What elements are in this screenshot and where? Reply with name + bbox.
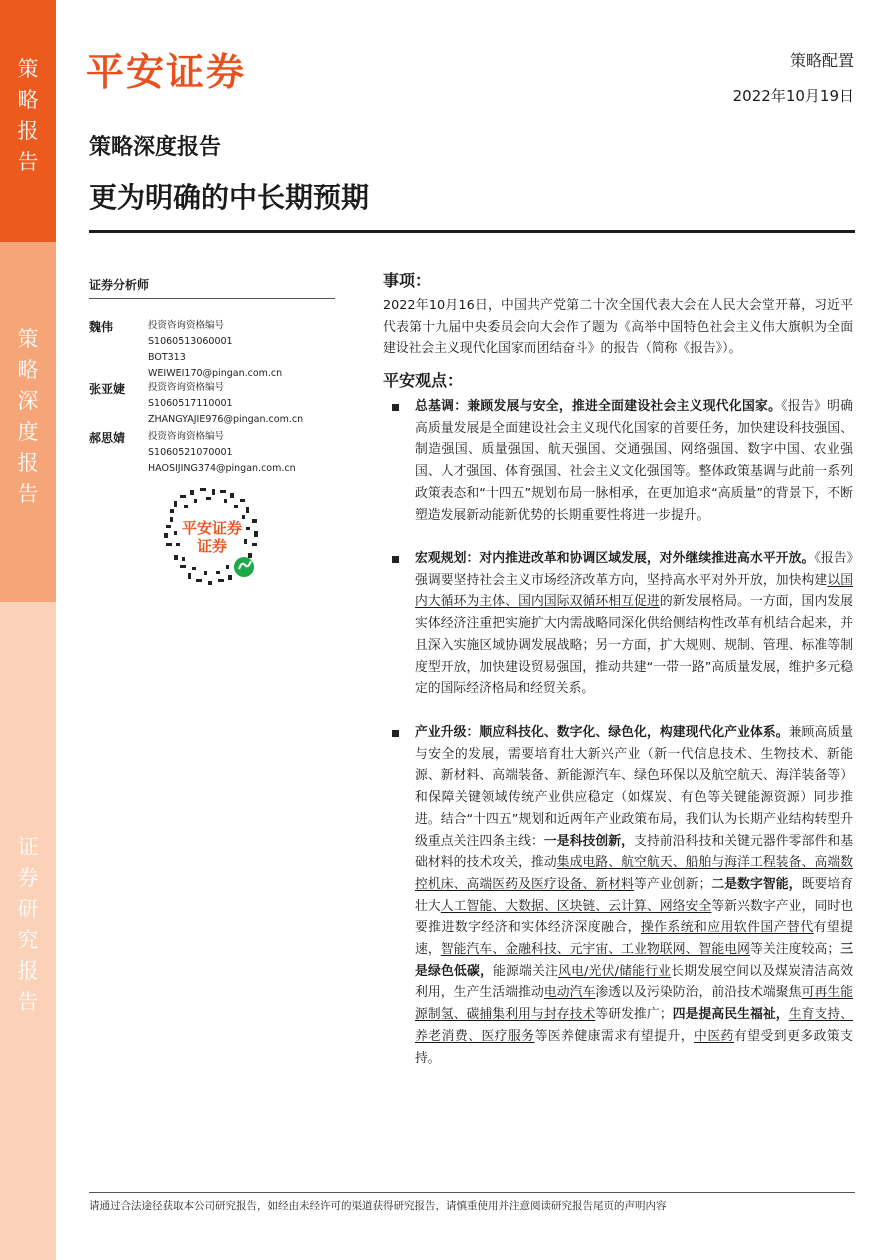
highlight-text: 可再生能源制氢、碳捕集利用与封存技术	[415, 985, 854, 1023]
highlight-text: 生育支持、养老消费、医疗服务	[415, 1007, 854, 1044]
bullet-icon	[392, 556, 399, 563]
viewpoint-body: 长期发展空间以及煤炭清洁高效利用，生产生活端推动	[415, 963, 854, 1001]
page-title: 更为明确的中长期预期	[89, 181, 370, 214]
analyst-info-line: 投资咨询资格编号	[148, 431, 225, 442]
sidebar-char: 究	[17, 928, 39, 952]
sidebar-segment-report	[0, 0, 56, 242]
sidebar-char: 报	[17, 451, 39, 475]
analyst-name: 张亚婕	[89, 382, 126, 396]
report-category: 策略配置	[789, 51, 854, 70]
sidebar-char: 度	[17, 420, 39, 444]
event-heading: 事项：	[383, 271, 432, 290]
viewpoint-body: 等产业创新；	[634, 876, 712, 892]
report-type: 策略深度报告	[89, 135, 222, 160]
analyst-name: 郝思婧	[89, 431, 126, 445]
sidebar-char: 告	[17, 150, 39, 174]
analysts-divider	[89, 298, 335, 299]
analyst-info	[148, 429, 296, 477]
viewpoint-lead: 宏观规划：对内推进改革和协调区域发展，对外继续推进高水平开放。	[415, 551, 815, 566]
analyst-info-line: 投资咨询资格编号	[148, 320, 225, 331]
analyst-info-line: S1060517110001	[148, 398, 233, 409]
viewpoint-body: 既要培育壮大	[415, 876, 854, 914]
sidebar-char: 告	[17, 990, 39, 1014]
viewpoint-item	[415, 722, 853, 1069]
highlight-text: 电动汽车	[543, 985, 596, 1001]
analyst-info	[148, 318, 282, 382]
viewpoint-lead: 总基调：兼顾发展与安全，推进全面建设社会主义现代化国家。	[415, 399, 782, 414]
report-date: 2022年10月19日	[732, 87, 854, 105]
sidebar-char: 策	[17, 327, 39, 351]
qr-logo-text: 平安证券	[181, 519, 243, 537]
highlight-text: 以国内大循环为主体、国内国际双循环相互促进	[415, 572, 854, 610]
company-logo: 平安证券	[86, 50, 247, 94]
viewpoint-body: 《报告》强调要坚持社会主义市场经济改革方向，坚持高水平对外开放，加快构建	[415, 551, 854, 588]
highlight-text: 集成电路、航空航天、船舶与海洋工程装备、高端数控机床、高端医药及医疗设备、新材料	[415, 855, 854, 892]
sidebar-char: 券	[17, 866, 39, 890]
sidebar-char: 略	[17, 88, 39, 112]
viewpoint-item	[415, 396, 853, 526]
viewpoint-body: 等研发推广；	[595, 1007, 673, 1023]
analyst-email[interactable]: ZHANGYAJIE976@pingan.com.cn	[148, 414, 304, 425]
sidebar-char: 研	[17, 897, 39, 921]
sidebar-segment-deep	[0, 242, 56, 602]
viewpoint-item	[415, 548, 853, 700]
sidebar-char: 报	[17, 959, 39, 983]
bullet-icon	[392, 404, 399, 411]
viewpoint-body: 渗透以及污染防治，前沿技术端聚焦	[595, 985, 802, 1001]
sidebar-char: 报	[17, 119, 39, 143]
viewpoint-body: 等新兴数字产业，同时也要推进数字经济和实体经济深度融合，	[415, 898, 854, 936]
highlight-text: 风电/光伏/储能行业	[558, 963, 672, 979]
viewpoint-body: 能源端关注	[493, 963, 559, 979]
footer-disclaimer: 请通过合法途径获取本公司研究报告，如经由未经许可的渠道获得研究报告，请慎重使用并注意阅读研究报告尾页的声明内容	[89, 1200, 667, 1212]
analyst-email[interactable]: HAOSIJING374@pingan.com.cn	[148, 463, 296, 474]
analyst-info-line: 投资咨询资格编号	[148, 382, 225, 393]
key-point: 一是科技创新，	[543, 833, 635, 849]
viewpoint-body: 支持前沿科技和关键元器件零部件和基础材料的技术攻关，推动	[415, 833, 854, 871]
analysts-heading: 证券分析师	[89, 278, 150, 292]
viewpoint-body: 《报告》明确高质量发展是全面建设社会主义现代化国家的首要任务，加快建设科技强国、制造强国、质量强国、航天强国、交通强国、网络强国、数字中国、农业强国、人才强国、体育强国、社会主义文化强国等。整体政策基调与此前一系列政策表态和“十四五”规划布局一脉相承，在更加追求“高质量”的背景下，不断塑造发展新动能新优势的长期重要性将进一步提升。	[415, 399, 853, 523]
highlight-text: 操作系统和应用软件国产替代	[640, 920, 814, 936]
key-point: 二是数字智能，	[711, 876, 802, 892]
key-point: 四是提高民生福祉，	[672, 1007, 789, 1023]
analyst-info-line: S1060521070001	[148, 447, 233, 458]
sidebar-char: 告	[17, 482, 39, 506]
highlight-text: 智能汽车、金融科技、元宇宙、工业物联网、智能电网	[440, 942, 751, 958]
analyst-info-line: BOT313	[148, 352, 186, 363]
analyst-name: 魏伟	[89, 320, 114, 334]
sidebar-char: 策	[17, 57, 39, 81]
key-point: 三是绿色低碳，	[415, 942, 854, 979]
sidebar	[0, 0, 56, 1260]
viewpoint-lead: 产业升级：顺应科技化、数字化、绿色化，构建现代化产业体系。	[415, 725, 789, 740]
footer-divider	[89, 1192, 855, 1193]
bullet-icon	[392, 730, 399, 737]
viewpoint-body: 等关注度较高；	[750, 942, 841, 958]
title-divider	[89, 230, 855, 233]
qr-code[interactable]	[160, 485, 264, 589]
sidebar-char: 证	[17, 835, 39, 859]
highlight-text: 中医药	[694, 1028, 734, 1044]
viewpoint-body: 有望提速，	[415, 920, 854, 958]
viewpoint-heading: 平安观点：	[383, 371, 464, 390]
analyst-info-line: S1060513060001	[148, 336, 233, 347]
sidebar-segment-research	[0, 602, 56, 1260]
qr-logo-text-2: 证券	[196, 537, 228, 555]
viewpoint-body: 等医养健康需求有望提升，	[534, 1028, 695, 1044]
sidebar-char: 略	[17, 358, 39, 382]
event-text: 2022年10月16日，中国共产党第二十次全国代表大会在人民大会堂开幕，习近平代表第十九届中央委员会向大会作了题为《高举中国特色社会主义伟大旗帜为全面建设社会主义现代化国家而团结奋斗》的报告（简称《报告》）。	[383, 298, 853, 357]
viewpoint-body: 有望受到更多政策支持。	[415, 1028, 854, 1066]
mini-program-icon	[234, 557, 254, 577]
sidebar-char: 深	[17, 389, 39, 413]
analyst-email[interactable]: WEIWEI170@pingan.com.cn	[148, 368, 283, 379]
analyst-info	[148, 380, 303, 428]
highlight-text: 人工智能、大数据、区块链、云计算、网络安全	[440, 898, 712, 914]
viewpoint-body: 的新发展格局。一方面，国内发展实体经济注重把实施扩大内需战略同深化供给侧结构性改革有机结合起来，并且深入实施区域协调发展战略；另一方面，扩大规则、规制、管理、标准等制度型开放，加快建设贸易强国，推动共建“一带一路”高质量发展，维护多元稳定的国际经济格局和经贸关系。	[415, 594, 854, 697]
viewpoint-body: 兼顾高质量与安全的发展，需要培育壮大新兴产业（新一代信息技术、生物技术、新能源、新材料、高端装备、新能源汽车、绿色环保以及航空航天、海洋装备等）和保障关键领域传统产业供应稳定（如煤炭、有色等关键能源资源）同步推进。结合“十四五”规划和近两年产业政策布局，我们认为长期产业结构转型升级重点关注四条主线：	[415, 725, 854, 849]
